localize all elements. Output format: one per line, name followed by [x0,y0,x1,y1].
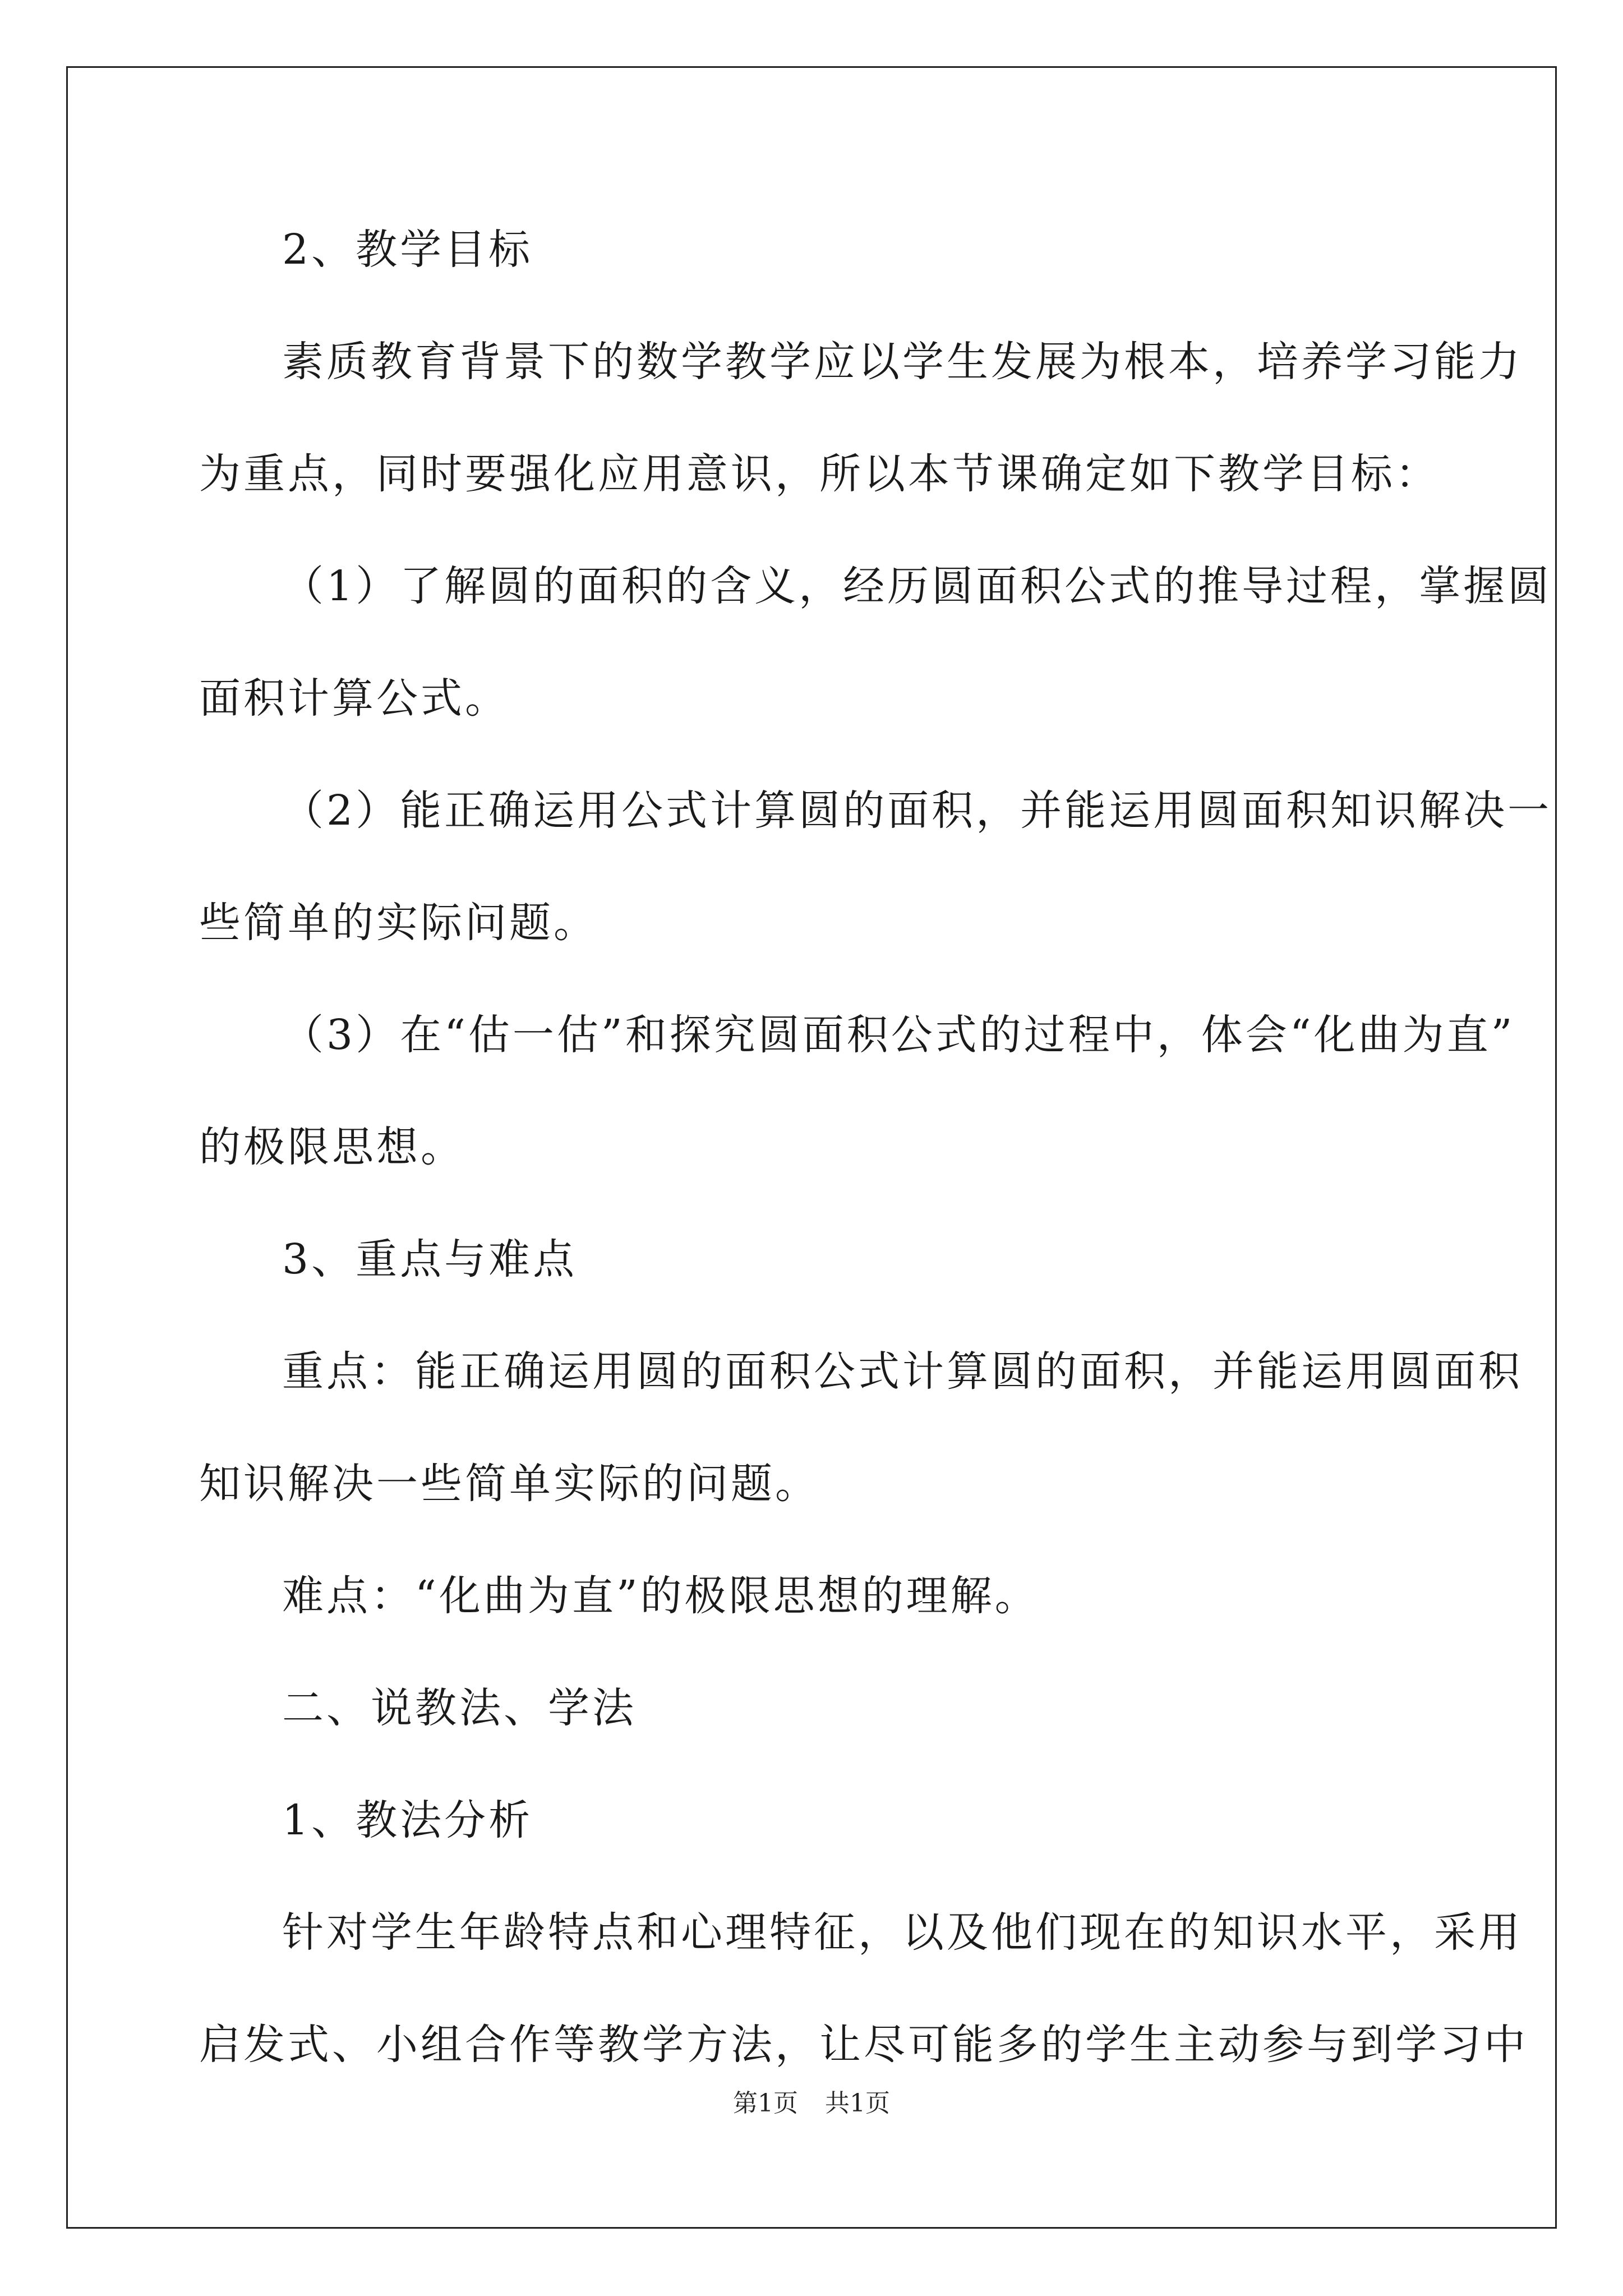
key-point-line: 重点：能正确运用圆的面积公式计算圆的面积，并能运用圆面积 [282,1347,1523,1396]
goal-1-line: 面积计算公式。 [199,674,509,723]
paragraph-line: 针对学生年龄特点和心理特征，以及他们现在的知识水平，采用 [282,1908,1523,1957]
goal-2-line: （2）能正确运用公式计算圆的面积，并能运用圆面积知识解决一 [282,786,1552,835]
heading-key-points: 3、重点与难点 [282,1235,578,1283]
page-number: 第1页 [733,2089,798,2118]
key-point-line: 知识解决一些简单实际的问题。 [199,1460,819,1508]
heading-method-analysis: 1、教法分析 [282,1796,533,1844]
goal-3-line: （3）在“估一估”和探究圆面积公式的过程中，体会“化曲为直” [282,1011,1515,1059]
goal-1-line: （1）了解圆的面积的含义，经历圆面积公式的推导过程，掌握圆 [282,562,1552,610]
paragraph-line: 启发式、小组合作等教学方法，让尽可能多的学生主动参与到学习中 [199,2021,1528,2069]
goal-3-line: 的极限思想。 [199,1123,465,1171]
heading-teaching-methods: 二、说教法、学法 [282,1684,637,1732]
difficulty-line: 难点：“化曲为直”的极限思想的理解。 [282,1572,1039,1620]
paragraph-line: 为重点，同时要强化应用意识，所以本节课确定如下教学目标： [199,450,1440,498]
goal-2-line: 些简单的实际问题。 [199,899,598,947]
paragraph-line: 素质教育背景下的数学教学应以学生发展为根本，培养学习能力 [282,338,1523,386]
page-footer [0,2087,1623,2120]
heading-teaching-goals: 2、教学目标 [282,226,533,274]
page-total: 共1页 [825,2089,890,2118]
